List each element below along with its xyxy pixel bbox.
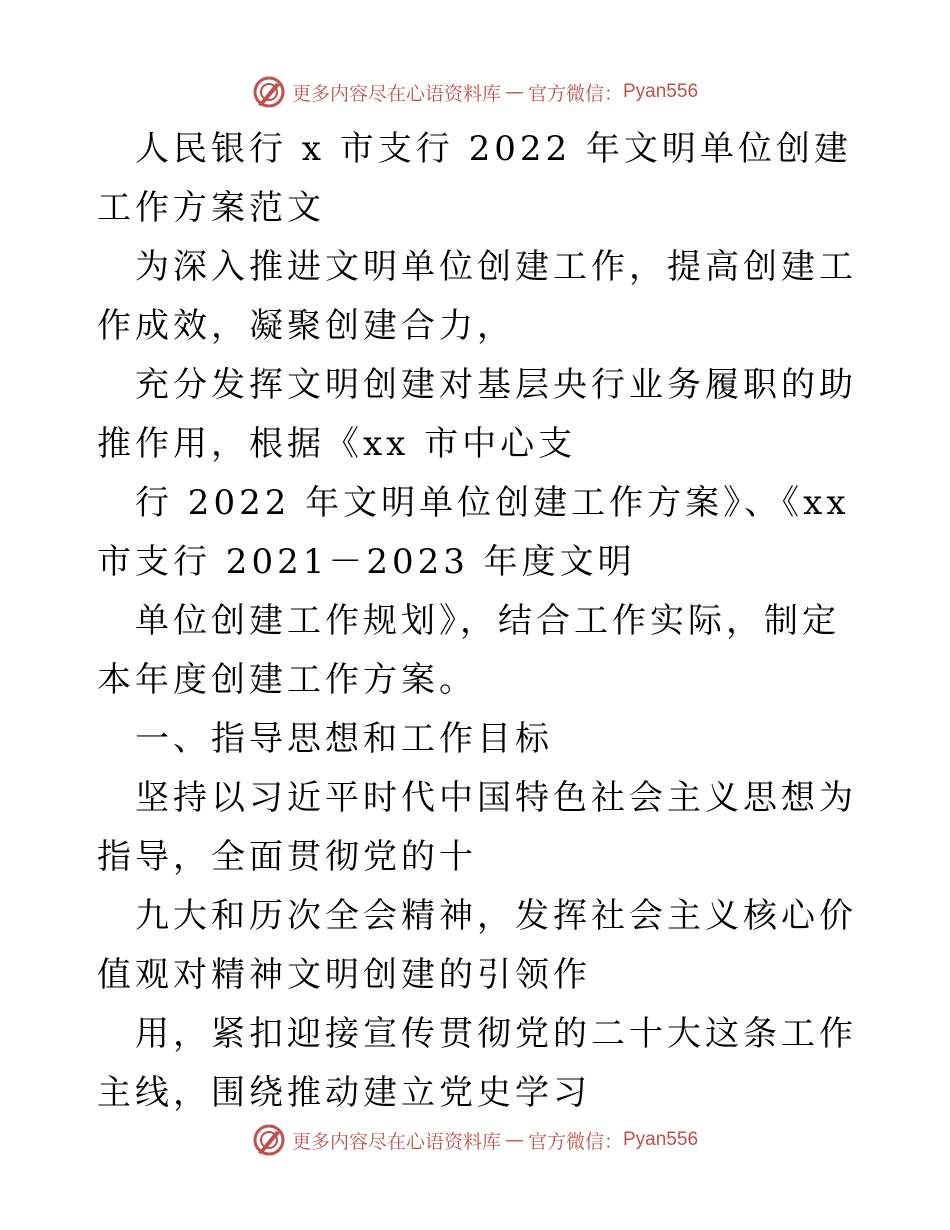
banner-text: 更多内容尽在心语资料库 xyxy=(291,1130,501,1153)
paragraph: 行 2022 年文明单位创建工作方案》、《xx 市支行 2021－2023 年度文明 xyxy=(97,483,865,582)
banner-wechat-label: 官方微信： xyxy=(527,82,623,105)
banner-wechat-id: Pyan556 xyxy=(623,1129,699,1150)
banner-dash: — xyxy=(504,81,524,103)
paragraph: 九大和历次全会精神，发挥社会主义核心价值观对精神文明创建的引领作 xyxy=(97,896,857,995)
quill-pen-icon xyxy=(252,1123,286,1157)
quill-pen-icon xyxy=(252,75,286,109)
footer-watermark-banner xyxy=(0,1120,950,1160)
header-watermark-banner xyxy=(0,72,950,112)
banner-text: 更多内容尽在心语资料库 xyxy=(291,82,501,105)
document-title: 人民银行 x 市支行 2022 年文明单位创建工作方案范文 xyxy=(97,129,852,228)
section-heading: 一、指导思想和工作目标 xyxy=(135,719,553,759)
paragraph: 为深入推进文明单位创建工作，提高创建工作成效，凝聚创建合力， xyxy=(97,247,857,346)
banner-dash: — xyxy=(504,1129,524,1151)
banner-wechat-label: 官方微信： xyxy=(527,1130,623,1153)
paragraph: 单位创建工作规划》，结合工作实际，制定本年度创建工作方案。 xyxy=(97,601,840,700)
document-body xyxy=(97,120,867,1123)
paragraph: 充分发挥文明创建对基层央行业务履职的助推作用，根据《xx 市中心支 xyxy=(97,365,857,464)
banner-wechat-id: Pyan556 xyxy=(623,81,699,102)
paragraph: 用，紧扣迎接宣传贯彻党的二十大这条工作主线，围绕推动建立党史学习 xyxy=(97,1014,857,1113)
paragraph: 坚持以习近平时代中国特色社会主义思想为指导，全面贯彻党的十 xyxy=(97,778,857,877)
